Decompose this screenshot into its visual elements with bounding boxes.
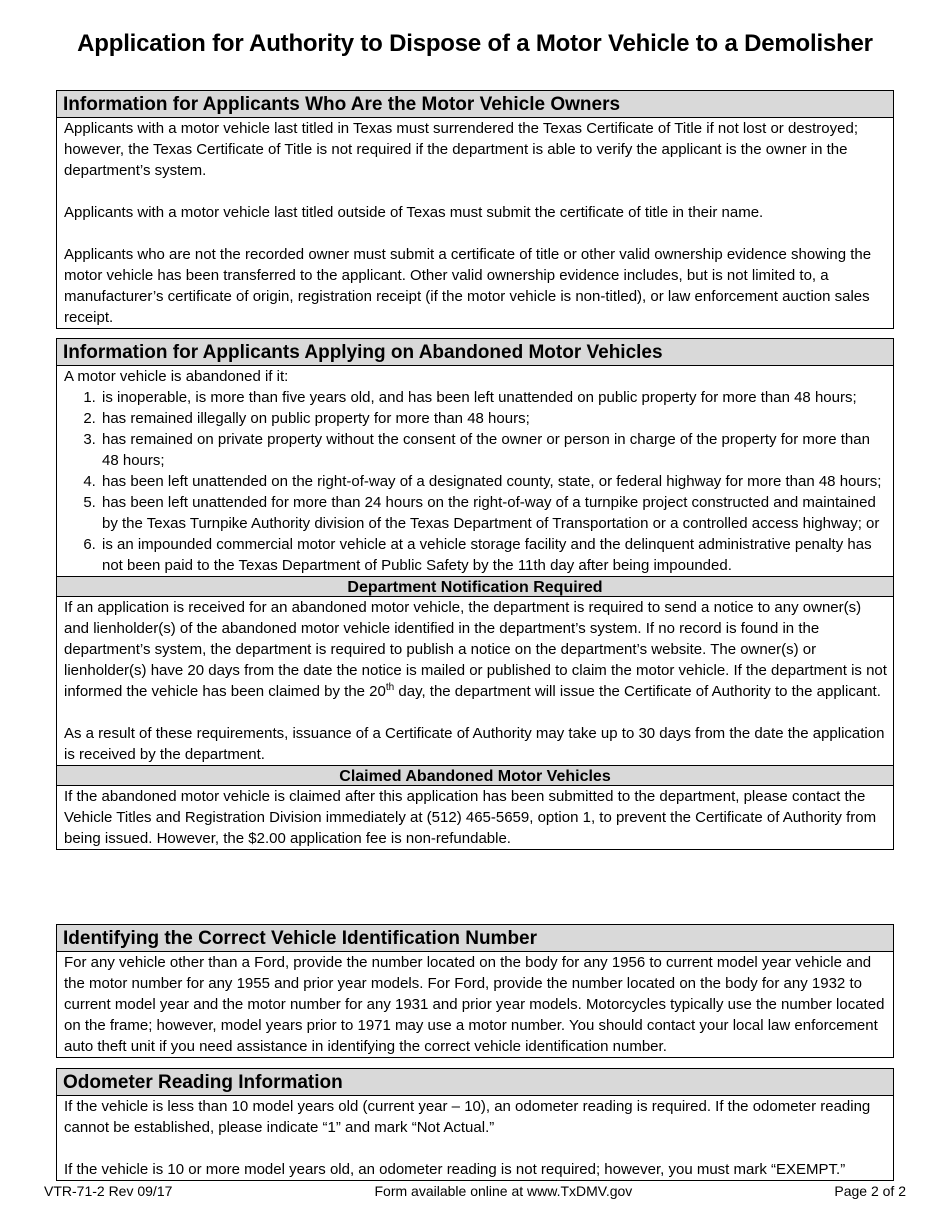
odometer-paragraph-2: If the vehicle is 10 or more model years old, an odometer reading is not required; however, you must mark “EXEMPT.” — [64, 1161, 846, 1178]
odometer-body — [57, 1096, 893, 1180]
page-footer — [44, 1183, 906, 1199]
claimed-body — [57, 786, 893, 849]
abandoned-body — [57, 366, 893, 576]
owners-paragraph-2: Applicants with a motor vehicle last titled outside of Texas must submit the certificate of title in their name. — [64, 204, 764, 221]
odometer-paragraph-1: If the vehicle is less than 10 model years old (current year – 10), an odometer reading is required. If the odometer reading cannot be established, please indicate “1” and mark “Not Actual.” — [64, 1098, 871, 1136]
claimed-heading: Claimed Abandoned Motor Vehicles — [57, 765, 893, 786]
owners-paragraph-3: Applicants who are not the recorded owner must submit a certificate of title or other valid ownership evidence showing the motor vehicle has been transferred to the applicant. Other valid ownership evidence includes, but is not limited to, a manufacturer’s certificate of origin, registration receipt (if the motor vehicle is non-titled), or law enforcement auction sales receipt. — [64, 246, 872, 326]
page-title: Application for Authority to Dispose of a Motor Vehicle to a Demolisher — [77, 30, 873, 57]
abandoned-intro: A motor vehicle is abandoned if it: — [64, 368, 289, 385]
owners-body — [57, 118, 893, 328]
vin-body — [57, 952, 893, 1057]
claimed-paragraph: If the abandoned motor vehicle is claimed after this application has been submitted to the department, please contact the Vehicle Titles and Registration Division immediately at (512) 465-5659, option 1, to prevent the Certificate of Authority from being issued. However, the $2.00 application fee is non-refundable. — [64, 788, 877, 847]
owners-paragraph-1: Applicants with a motor vehicle last titled in Texas must surrendered the Texas Certificate of Title if not lost or destroyed; however, the Texas Certificate of Title is not required if the department is able to verify the applicant is the owner in the department’s system. — [64, 120, 858, 179]
list-item: 2. has remained illegally on public property for more than 48 hours; — [100, 408, 887, 429]
abandoned-heading: Information for Applicants Applying on Abandoned Motor Vehicles — [57, 339, 893, 366]
page-number: Page 2 of 2 — [834, 1183, 906, 1199]
list-item: 6. is an impounded commercial motor vehicle at a vehicle storage facility and the delinquent administrative penalty has not been paid to the Texas Department of Public Safety by the 11th day after being impounded. — [100, 534, 887, 576]
owners-section — [56, 90, 894, 329]
notification-heading: Department Notification Required — [57, 576, 893, 597]
vin-section — [56, 924, 894, 1058]
notification-text-a: If an application is received for an abandoned motor vehicle, the department is required to send a notice to any owner(s) and lienholder(s) of the abandoned motor vehicle identified in the department’s system. If no record is found in the department’s system, the department is required to publish a notice on the department’s website. The owner(s) or lienholder(s) have 20 days from the date the notice is mailed or published to claim the motor vehicle. If the department is not informed the vehicle has been claimed by the 20 — [64, 599, 887, 700]
list-item: 3. has remained on private property without the consent of the owner or person in charge of the property for more than 48 hours; — [100, 429, 887, 471]
form-id: VTR-71-2 Rev 09/17 — [44, 1183, 173, 1199]
online-notice: Form available online at www.TxDMV.gov — [374, 1183, 633, 1199]
notification-text-b: day, the department will issue the Certificate of Authority to the applicant. — [394, 683, 881, 700]
odometer-heading: Odometer Reading Information — [57, 1069, 893, 1096]
vin-paragraph: For any vehicle other than a Ford, provide the number located on the body for any 1956 to current model year vehicle and the motor number for any 1955 and prior year models. For Ford, provide the number located on the body for any 1932 to current model year and the motor number for any 1931 and prior year models. Motorcycles typically use the number located on the frame; however, model years prior to 1971 may use a motor number. You should contact your local law enforcement auto theft unit if you need assistance in identifying the correct vehicle identification number. — [64, 954, 885, 1055]
owners-heading: Information for Applicants Who Are the Motor Vehicle Owners — [57, 91, 893, 118]
notification-body — [57, 597, 893, 765]
notification-paragraph-2: As a result of these requirements, issuance of a Certificate of Authority may take up to 30 days from the date the application is received by the department. — [64, 725, 885, 763]
ordinal-suffix: th — [385, 682, 395, 693]
list-item: 4. has been left unattended on the right-of-way of a designated county, state, or federal highway for more than 48 hours; — [100, 471, 887, 492]
list-item: 5. has been left unattended for more than 24 hours on the right-of-way of a turnpike project constructed and maintained by the Texas Turnpike Authority division of the Texas Department of Transportation or a controlled access highway; or — [100, 492, 887, 534]
odometer-section — [56, 1068, 894, 1181]
vin-heading: Identifying the Correct Vehicle Identification Number — [57, 925, 893, 952]
list-item: 1. is inoperable, is more than five years old, and has been left unattended on public property for more than 48 hours; — [100, 387, 887, 408]
notification-paragraph-1 — [64, 597, 887, 702]
abandoned-section — [56, 338, 894, 850]
abandoned-criteria-list — [64, 387, 887, 576]
